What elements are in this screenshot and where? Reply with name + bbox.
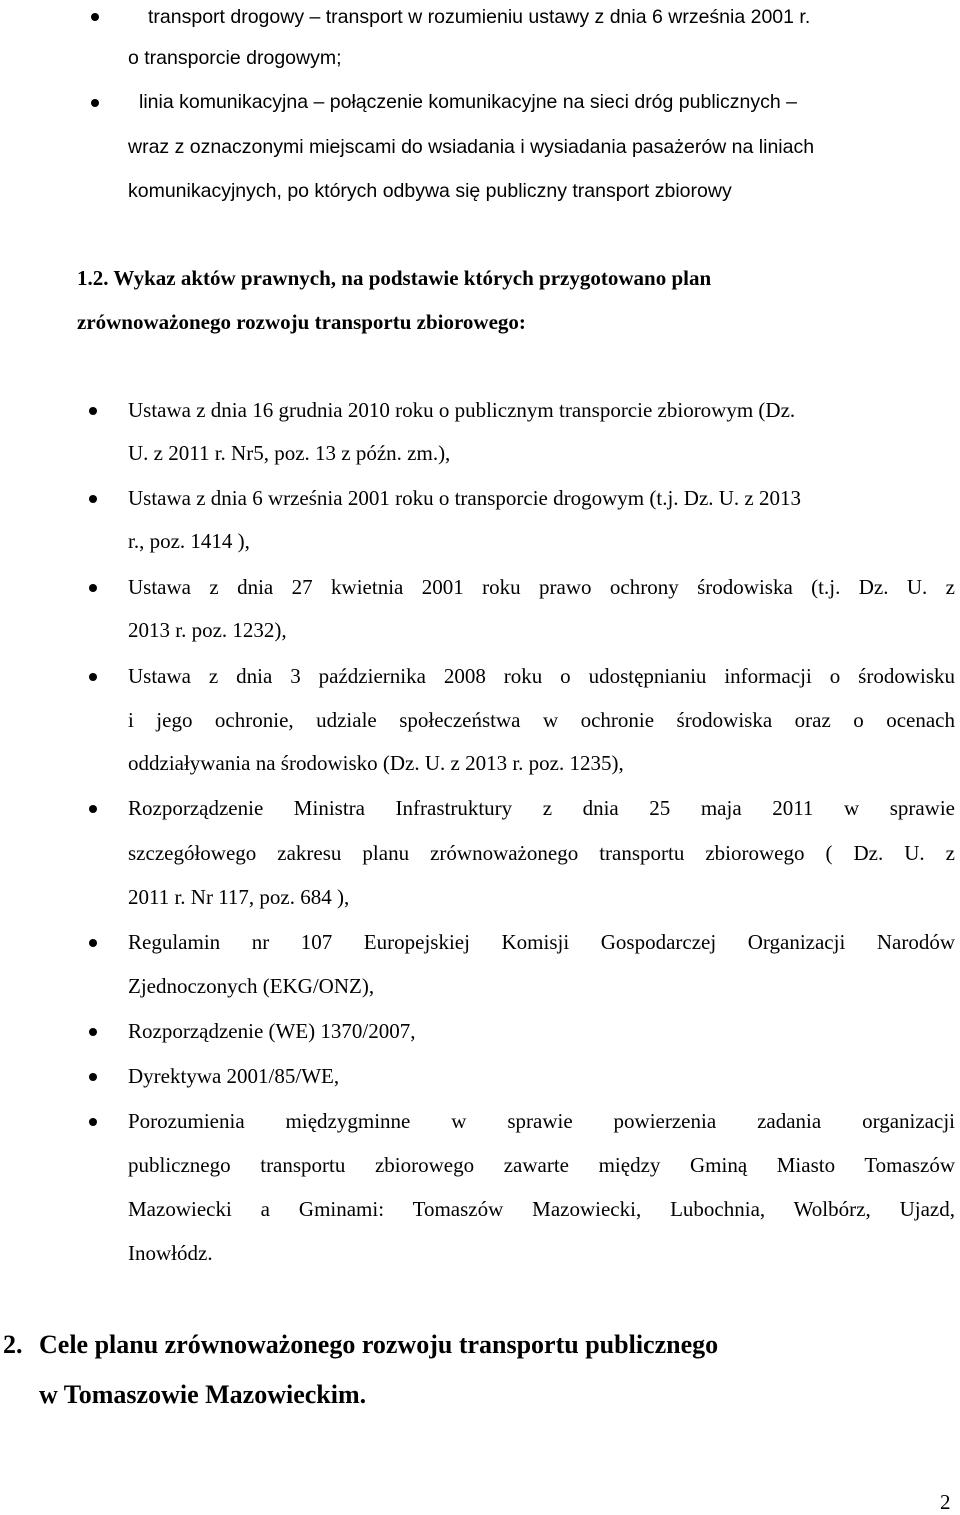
bullet-icon [91,99,99,107]
legal-act-line: Dyrektywa 2001/85/WE, [128,1064,340,1088]
legal-act-line: oddziaływania na środowisko (Dz. U. z 2013 r. poz. 1235), [128,751,624,775]
chapter-title: Cele planu zrównoważonego rozwoju transportu publicznego [39,1330,719,1359]
legal-act-line: szczegółowego zakresu planu zrównoważonego transportu zbiorowego ( Dz. U. z [128,841,955,865]
bullet-icon [89,805,97,813]
legal-act-line: Rozporządzenie (WE) 1370/2007, [128,1019,416,1043]
legal-act-line: Ustawa z dnia 6 września 2001 roku o transporcie drogowym (t.j. Dz. U. z 2013 [128,486,801,510]
bullet-icon [91,13,99,21]
bullet-icon [89,407,97,415]
legal-act-line: Rozporządzenie Ministra Infrastruktury z dnia 25 maja 2011 w sprawie [128,796,955,820]
definition-line: wraz z oznaczonymi miejscami do wsiadania i wysiadania pasażerów na liniach [128,136,815,158]
legal-act-line: Mazowiecki a Gminami: Tomaszów Mazowiecki, Lubochnia, Wolbórz, Ujazd, [128,1197,955,1221]
legal-act-line: Ustawa z dnia 27 kwietnia 2001 roku prawo ochrony środowiska (t.j. Dz. U. z [128,575,955,599]
legal-act-line: Ustawa z dnia 3 października 2008 roku o udostępnianiu informacji o środowisku [128,664,955,688]
legal-act-line: Ustawa z dnia 16 grudnia 2010 roku o publicznym transporcie zbiorowym (Dz. [128,398,796,422]
legal-act-line: 2011 r. Nr 117, poz. 684 ), [128,885,350,909]
legal-act-line: 2013 r. poz. 1232), [128,618,287,642]
legal-act-line: U. z 2011 r. Nr5, poz. 13 z późn. zm.), [128,441,451,465]
legal-act-line: Zjednoczonych (EKG/ONZ), [128,974,375,998]
legal-act-line: publicznego transportu zbiorowego zawarte między Gminą Miasto Tomaszów [128,1153,955,1177]
definition-line: o transporcie drogowym; [128,47,342,69]
bullet-icon [89,495,97,503]
bullet-icon [89,1028,97,1036]
definition-line: transport drogowy – transport w rozumieniu ustawy z dnia 6 września 2001 r. [148,6,811,28]
definition-line: komunikacyjnych, po których odbywa się publiczny transport zbiorowy [128,180,732,202]
page-number: 2 [940,1490,951,1514]
bullet-icon [89,673,97,681]
bullet-icon [89,1118,97,1126]
bullet-icon [89,584,97,592]
legal-act-line: r., poz. 1414 ), [128,529,250,553]
bullet-icon [89,1073,97,1081]
legal-act-line: i jego ochronie, udziale społeczeństwa w ochronie środowiska oraz o ocenach [128,708,955,732]
bullet-icon [89,939,97,947]
legal-act-line: Inowłódz. [128,1241,213,1265]
definition-line: linia komunikacyjna – połączenie komunikacyjne na sieci dróg publicznych – [139,91,797,113]
section-heading: 1.2. Wykaz aktów prawnych, na podstawie których przygotowano plan [77,266,712,290]
legal-act-line: Regulamin nr 107 Europejskiej Komisji Gospodarczej Organizacji Narodów [128,930,955,954]
chapter-title: w Tomaszowie Mazowieckim. [39,1380,367,1409]
section-heading: zrównoważonego rozwoju transportu zbiorowego: [77,310,526,334]
legal-act-line: Porozumienia międzygminne w sprawie powierzenia zadania organizacji [128,1109,955,1133]
chapter-number: 2. [3,1330,23,1359]
